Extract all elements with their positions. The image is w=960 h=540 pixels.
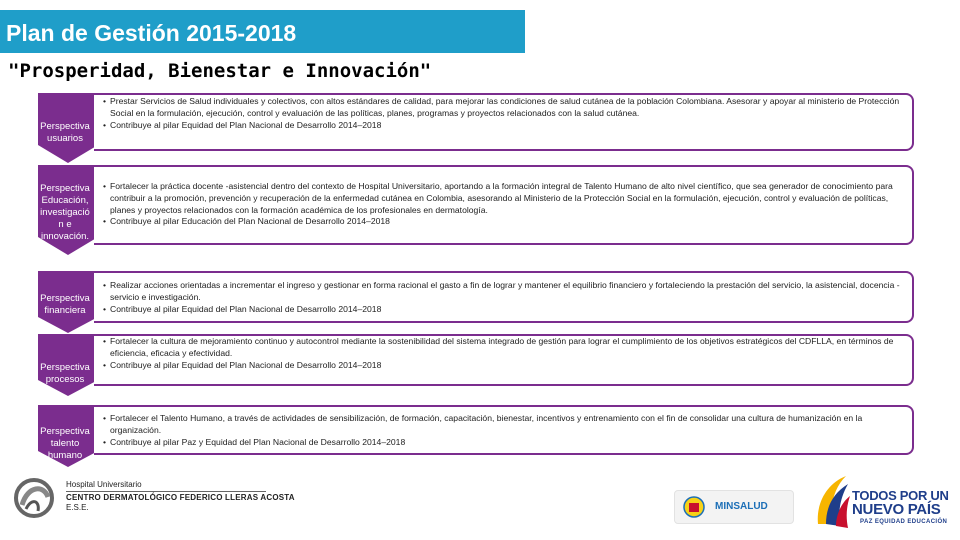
perspective-label: Perspectiva Educación, investigació n e innovación. (40, 183, 90, 242)
perspective-box (94, 405, 914, 455)
bullet-item: • Contribuye al pilar Equidad del Plan Nacional de Desarrollo 2014–2018 (104, 304, 906, 316)
divider (66, 491, 266, 492)
perspective-box (94, 271, 914, 323)
bullet-item: • Fortalecer el Talento Humano, a través de actividades de sensibilización, de formación, capacitación, bienestar, incentivos y entrenamiento con el fin de consolidar una cultura de humanización en la organización. (104, 413, 906, 437)
bullet-item: • Fortalecer la cultura de mejoramiento continuo y autocontrol mediante la sostenibilidad del sistema integrado de gestión para lograr el cumplimiento de los objetivos estratégicos del CDFLLA, en términos de eficiencia, eficacia y efectividad. (104, 336, 906, 360)
hospital-logo-icon (8, 475, 64, 521)
perspective-box (94, 93, 914, 151)
perspective-row-procesos (38, 334, 914, 386)
perspective-label: Perspectiva talento humano (40, 426, 90, 461)
perspective-row-financiera (38, 271, 914, 323)
perspective-row-usuarios (38, 93, 914, 151)
coat-of-arms-icon (683, 496, 705, 518)
page-title: Plan de Gestión 2015-2018 (6, 20, 297, 46)
flag-swoosh-icon (812, 474, 852, 530)
minsalud-logo: MINSALUD (674, 490, 794, 524)
todos-por-un-nuevo-pais-logo: TODOS POR UN NUEVO PAÍS PAZ EQUIDAD EDUCACIÓN (812, 474, 950, 530)
bullet-item: • Contribuye al pilar Equidad del Plan Nacional de Desarrollo 2014–2018 (104, 360, 906, 372)
perspective-box (94, 334, 914, 386)
bullet-item: • Realizar acciones orientadas a incrementar el ingreso y gestionar en forma racional el gasto a fin de lograr y mantener el equilibrio financiero y fortaleciendo la prestación del servicio, la asistencial, docencia -servicio e investigación. (104, 280, 906, 304)
hospital-name: Hospital Universitario CENTRO DERMATOLÓGICO FEDERICO LLERAS ACOSTA E.S.E. (66, 480, 295, 512)
title-bar (0, 10, 525, 53)
perspective-label: Perspectiva usuarios (40, 121, 90, 144)
perspective-label: Perspectiva procesos (40, 362, 90, 385)
bullet-item: • Fortalecer la práctica docente -asistencial dentro del contexto de Hospital Universitario, aportando a la formación integral de Talento Humano de alto nivel científico, que sea generador de conocimiento para contribuir a la promoción, prevención y recuperación de la enfermedad cutánea en Colombia, asesorando al Ministerio de la Protección Social en la formulación, ejecución, control y evaluación de políticas, planes y proyectos relacionados con la formación académica de los profesionales en dermatología. (104, 181, 906, 216)
bullet-item: • Contribuye al pilar Equidad del Plan Nacional de Desarrollo 2014–2018 (104, 120, 906, 132)
bullet-item: • Prestar Servicios de Salud individuales y colectivos, con altos estándares de calidad, para mejorar las condiciones de salud cutánea de la población Colombiana. Asesorar y apoyar al ministerio de Protección Social en la formulación, ejecución, control y evaluación de las políticas, planes, programas y proyectos relacionados con la salud cutánea. (104, 96, 906, 120)
bullet-item: • Contribuye al pilar Educación del Plan Nacional de Desarrollo 2014–2018 (104, 216, 906, 228)
perspective-label: Perspectiva financiera (40, 293, 90, 316)
page-subtitle: "Prosperidad, Bienestar e Innovación" (8, 60, 432, 82)
perspective-row-educacion (38, 165, 914, 245)
bullet-item: • Contribuye al pilar Paz y Equidad del Plan Nacional de Desarrollo 2014–2018 (104, 437, 906, 449)
perspective-box (94, 165, 914, 245)
perspective-row-talento-humano (38, 405, 914, 461)
